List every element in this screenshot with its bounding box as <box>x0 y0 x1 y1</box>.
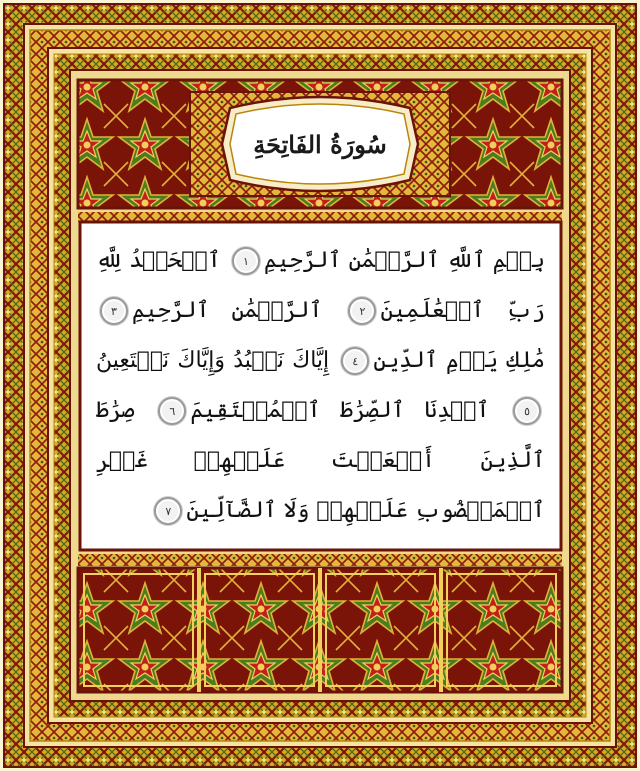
verse-end-marker-1: ١ <box>232 247 260 275</box>
verses-text <box>96 236 545 540</box>
verse-7-text: صِرَٰطَ ٱلَّذِينَ أَنۡعَمۡتَ عَلَيۡهِمۡ غَيۡرِ ٱلۡمَغۡضُوبِ عَلَيۡهِمۡ وَلَا ٱلضَّآلِّينَ <box>96 398 545 523</box>
verse-end-marker-5: ٥ <box>513 397 541 425</box>
verse-4-text: مَٰلِكِ يَوۡمِ ٱلدِّينِ <box>373 348 546 373</box>
verse-3-text: ٱلرَّحۡمَٰنِ ٱلرَّحِيمِ <box>132 298 323 323</box>
verse-end-marker-3: ٣ <box>100 297 128 325</box>
verse-end-marker-4: ٤ <box>341 347 369 375</box>
verse-1-text: بِسۡمِ ٱللَّهِ ٱلرَّحۡمَٰنِ ٱلرَّحِيمِ <box>263 248 545 273</box>
verse-end-marker-6: ٦ <box>158 397 186 425</box>
verse-5-text: إِيَّاكَ نَعۡبُدُ وَإِيَّاكَ نَسۡتَعِينُ <box>96 348 330 373</box>
verse-end-marker-7: ٧ <box>154 497 182 525</box>
surah-title: سُورَةُ الفَاتِحَةِ <box>253 129 387 159</box>
verse-6-text: ٱهۡدِنَا ٱلصِّرَٰطَ ٱلۡمُسۡتَقِيمَ <box>190 398 490 423</box>
verse-2-text: ٱلۡحَمۡدُ لِلَّهِ رَبِّ ٱلۡعَٰلَمِينَ <box>96 248 545 323</box>
verse-end-marker-2: ٢ <box>348 297 376 325</box>
